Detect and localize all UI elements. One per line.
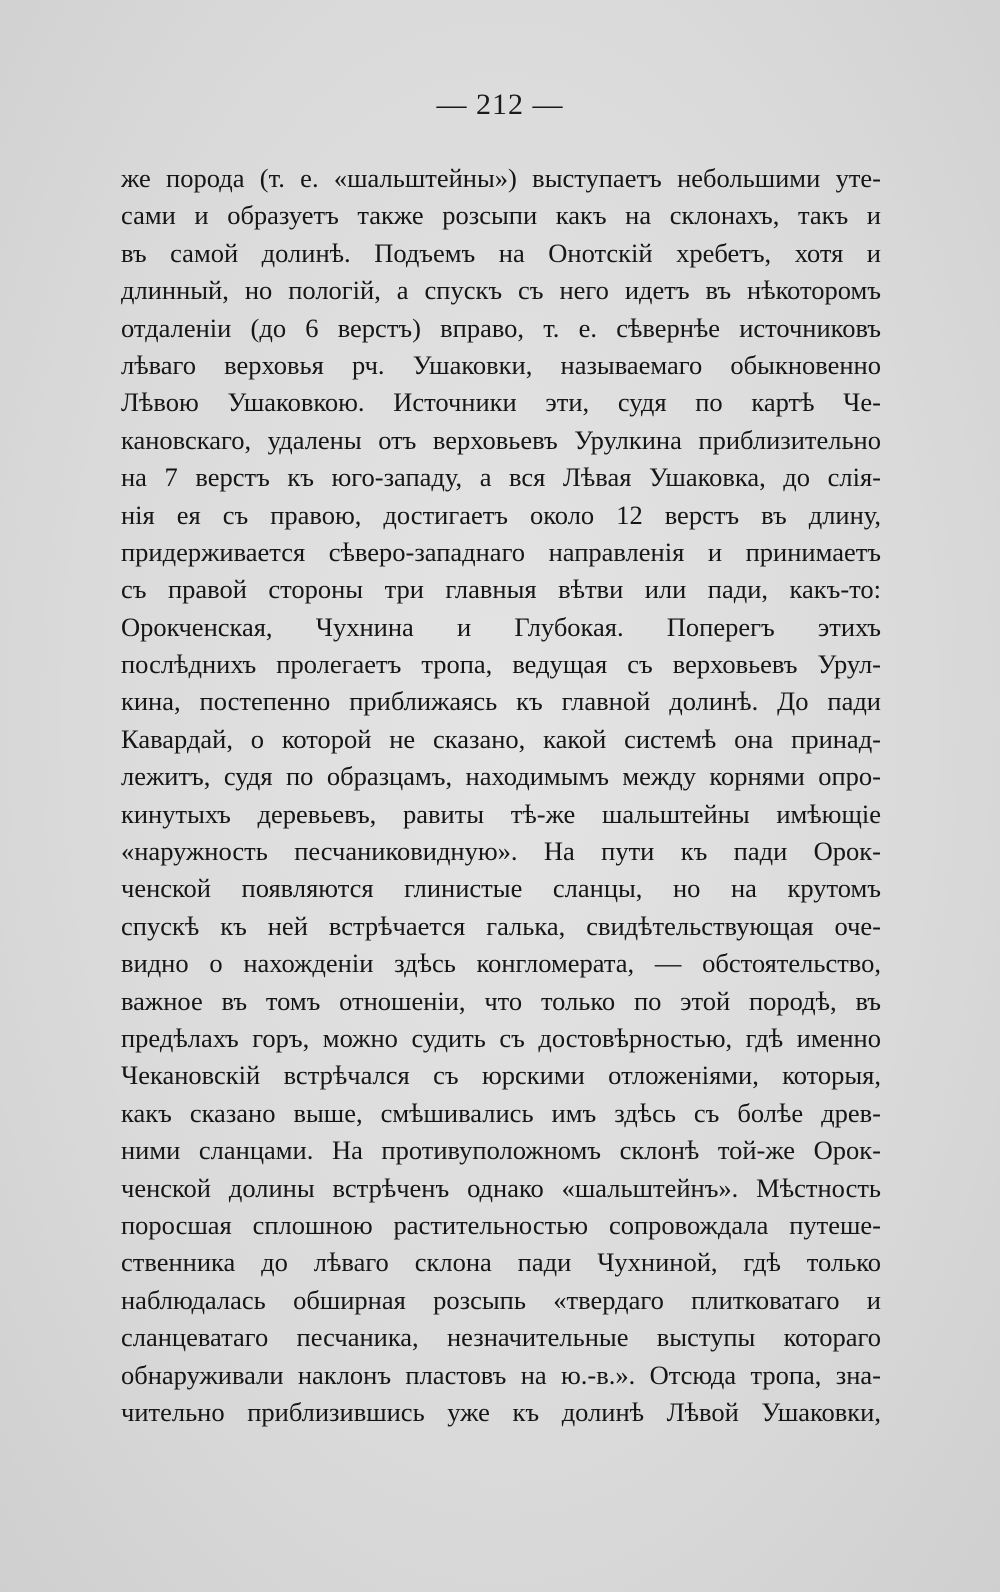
text-line: съ правой стороны три главныя вѣтви или пади, какъ-то: [121, 574, 881, 605]
text-line: въ самой долинѣ. Подъемъ на Онотскій хребетъ, хотя и [121, 237, 881, 268]
text-line: предѣлахъ горъ, можно судить съ достовѣрностью, гдѣ именно [121, 1022, 881, 1053]
body-text [121, 160, 881, 1431]
text-line: нія ея съ правою, достигаетъ около 12 верстъ въ длину, [121, 499, 881, 530]
text-line: видно о нахожденіи здѣсь конгломерата, — обстоятельство, [121, 948, 881, 979]
text-line: Лѣвою Ушаковкою. Источники эти, судя по картѣ Че- [121, 387, 881, 418]
text-line: послѣднихъ пролегаетъ тропа, ведущая съ верховьевъ Урул- [121, 649, 881, 680]
text-line: на 7 верстъ къ юго-западу, а вся Лѣвая Ушаковка, до слія- [121, 462, 881, 493]
text-line: ченской появляются глинистые сланцы, но на крутомъ [121, 873, 881, 904]
text-line: чительно приблизившись уже къ долинѣ Лѣвой Ушаковки, [121, 1396, 881, 1427]
text-line: лежитъ, судя по образцамъ, находимымъ между корнями опро- [121, 761, 881, 792]
text-line: поросшая сплошною растительностью сопровождала путеше- [121, 1209, 881, 1240]
text-line: ченской долины встрѣченъ однако «шальштейнъ». Мѣстность [121, 1172, 881, 1203]
text-line: ственника до лѣваго склона пади Чухниной, гдѣ только [121, 1247, 881, 1278]
text-line: кановскаго, удалены отъ верховьевъ Урулкина приблизительно [121, 424, 881, 455]
text-line: обнаруживали наклонъ пластовъ на ю.-в.». Отсюда тропа, зна- [121, 1359, 881, 1390]
text-line: лѣваго верховья рч. Ушаковки, называемаго обыкновенно [121, 349, 881, 380]
text-line: сланцеватаго песчаника, незначительные выступы котораго [121, 1322, 881, 1353]
text-line: кина, постепенно приближаясь къ главной долинѣ. До пади [121, 686, 881, 717]
text-line: Кавардай, о которой не сказано, какой системѣ она принад- [121, 723, 881, 754]
text-line: кинутыхъ деревьевъ, равиты тѣ-же шальштейны имѣющіе [121, 798, 881, 829]
text-line: спускѣ къ ней встрѣчается галька, свидѣтельствующая оче- [121, 910, 881, 941]
text-line: придерживается сѣверо-западнаго направленія и принимаетъ [121, 536, 881, 567]
text-line: отдаленіи (до 6 верстъ) вправо, т. е. сѣвернѣе источниковъ [121, 312, 881, 343]
text-line: наблюдалась обширная розсыпь «твердаго плитковатаго и [121, 1284, 881, 1315]
page-number: — 212 — [436, 88, 564, 121]
text-line: Чекановскій встрѣчался съ юрскими отложеніями, которыя, [121, 1060, 881, 1091]
text-line: сами и образуетъ также розсыпи какъ на склонахъ, такъ и [121, 200, 881, 231]
text-line: какъ сказано выше, смѣшивались имъ здѣсь съ болѣе древ- [121, 1097, 881, 1128]
text-line: же порода (т. е. «шальштейны») выступаетъ небольшими уте- [121, 163, 881, 193]
text-line: Орокченская, Чухнина и Глубокая. Поперегъ этихъ [121, 611, 881, 642]
text-line: важное въ томъ отношеніи, что только по этой породѣ, въ [121, 985, 881, 1016]
text-line: ними сланцами. На противуположномъ склонѣ той-же Орок- [121, 1135, 881, 1166]
text-line: длинный, но пологій, а спускъ съ него идетъ въ нѣкоторомъ [121, 275, 881, 306]
text-line: «наружность песчаниковидную». На пути къ пади Орок- [121, 836, 881, 867]
